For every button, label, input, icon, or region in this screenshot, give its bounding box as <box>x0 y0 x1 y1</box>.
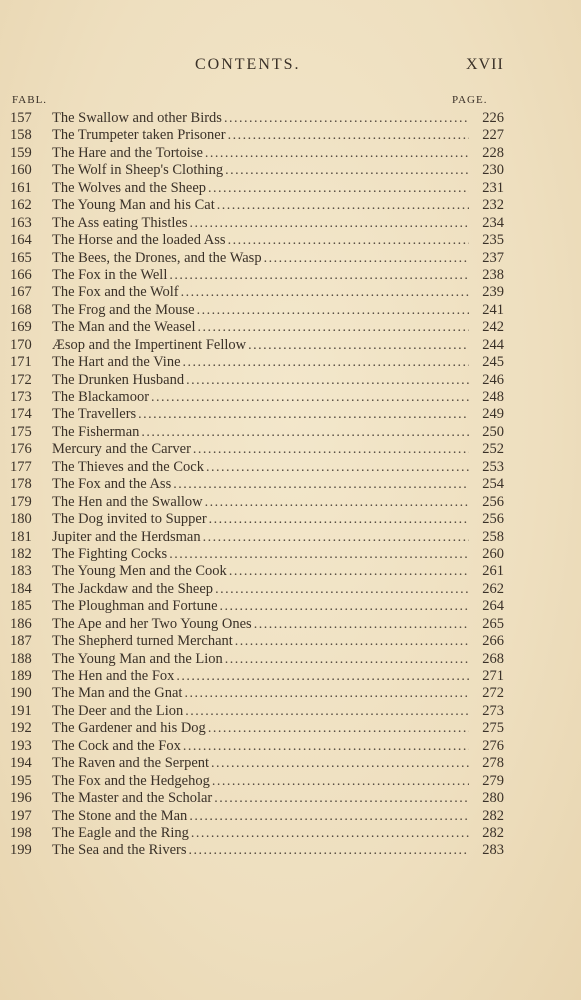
fable-number: 171 <box>10 354 32 371</box>
contents-entry <box>10 372 504 389</box>
fable-number: 182 <box>10 545 32 562</box>
dot-leader <box>203 529 469 546</box>
fable-number: 180 <box>10 511 32 528</box>
fable-title: The Blackamoor <box>52 389 150 405</box>
fable-number: 183 <box>10 563 32 580</box>
page-number: 237 <box>482 249 504 266</box>
fable-number: 181 <box>10 528 32 545</box>
page-number: 276 <box>482 737 504 754</box>
dot-leader <box>193 441 469 458</box>
fable-title: The Hen and the Fox <box>52 668 175 684</box>
contents-entry <box>10 162 504 179</box>
page-number: 261 <box>482 563 504 580</box>
page-number: 234 <box>482 214 504 231</box>
dot-leader <box>228 127 469 144</box>
fable-number: 157 <box>10 110 32 126</box>
dot-leader <box>173 476 469 493</box>
dot-leader <box>189 808 469 825</box>
page-number: 249 <box>482 406 504 423</box>
fable-title: The Jackdaw and the Sheep <box>52 580 214 597</box>
dot-leader <box>264 250 469 267</box>
dot-leader <box>228 232 469 249</box>
page-number: 273 <box>482 702 504 719</box>
dot-leader <box>176 668 469 685</box>
contents-entry <box>10 581 504 598</box>
page-number: 256 <box>482 511 504 528</box>
dot-leader <box>205 494 469 511</box>
contents-entry <box>10 197 504 214</box>
fable-number: 166 <box>10 266 32 283</box>
page-number: 268 <box>482 650 504 667</box>
page-column-heading: PAGE. <box>452 94 488 106</box>
contents-entry <box>10 842 504 859</box>
page-number: 227 <box>482 127 504 144</box>
contents-entry <box>10 354 504 371</box>
page-number: 245 <box>482 354 504 371</box>
fable-number: 194 <box>10 755 32 772</box>
fable-number: 177 <box>10 458 32 475</box>
fable-number: 164 <box>10 232 32 249</box>
fable-number: 160 <box>10 162 32 179</box>
dot-leader <box>151 389 469 406</box>
fable-number: 165 <box>10 249 32 266</box>
page-number: 230 <box>482 162 504 179</box>
dot-leader <box>217 197 469 214</box>
dot-leader <box>209 511 469 528</box>
page-number: 228 <box>482 144 504 161</box>
contents-entry <box>10 406 504 423</box>
contents-entry <box>10 668 504 685</box>
fable-number: 187 <box>10 633 32 650</box>
contents-entry <box>10 180 504 197</box>
running-head <box>0 56 581 80</box>
fable-number: 190 <box>10 685 32 702</box>
dot-leader <box>197 302 469 319</box>
page-number: 253 <box>482 458 504 475</box>
dot-leader <box>208 180 469 197</box>
dot-leader <box>205 145 469 162</box>
contents-entry <box>10 511 504 528</box>
dot-leader <box>183 738 469 755</box>
page-number: 282 <box>482 824 504 841</box>
fable-title: The Ploughman and Fortune <box>52 598 218 615</box>
contents-entry <box>10 127 504 144</box>
fable-title: The Wolves and the Sheep <box>52 179 206 196</box>
contents-entry <box>10 389 504 406</box>
page-number: 254 <box>482 476 504 493</box>
fable-number: 162 <box>10 197 32 214</box>
contents-entry <box>10 808 504 825</box>
page-number: 256 <box>482 493 504 510</box>
fable-number: 173 <box>10 389 32 405</box>
page-number: 280 <box>482 790 504 807</box>
page-number: 238 <box>482 266 504 283</box>
dot-leader <box>220 598 469 615</box>
dot-leader <box>141 424 469 441</box>
page-number: 244 <box>482 336 504 353</box>
dot-leader <box>225 162 469 179</box>
fable-title: The Master and the Scholar <box>52 790 213 807</box>
contents-entry <box>10 546 504 563</box>
fable-number: 169 <box>10 319 32 336</box>
page-number: 279 <box>482 772 504 789</box>
page-number: 239 <box>482 284 504 301</box>
page-number: 275 <box>482 720 504 737</box>
fable-number: 188 <box>10 650 32 667</box>
fable-title: The Sea and the Rivers <box>52 842 187 859</box>
contents-entry <box>10 703 504 720</box>
fable-number: 161 <box>10 179 32 196</box>
fable-number: 192 <box>10 720 32 737</box>
contents-entry <box>10 563 504 580</box>
fable-number: 196 <box>10 790 32 807</box>
fable-number: 191 <box>10 702 32 719</box>
fable-title: The Swallow and other Birds <box>52 110 222 126</box>
column-headings <box>0 94 581 108</box>
dot-leader <box>225 651 469 668</box>
contents-entry <box>10 476 504 493</box>
fable-number: 172 <box>10 371 32 388</box>
contents-entry <box>10 284 504 301</box>
fable-number: 185 <box>10 598 32 615</box>
fable-number: 178 <box>10 476 32 493</box>
contents-entry <box>10 110 504 127</box>
fable-number: 195 <box>10 772 32 789</box>
fable-title: The Thieves and the Cock <box>52 458 204 475</box>
dot-leader <box>215 581 469 598</box>
fable-title: The Young Man and his Cat <box>52 197 215 214</box>
fable-number: 176 <box>10 441 32 458</box>
fable-title: The Man and the Gnat <box>52 685 183 702</box>
fable-title: The Trumpeter taken Prisoner <box>52 127 226 144</box>
dot-leader <box>189 842 470 859</box>
dot-leader <box>248 337 469 354</box>
page-number: 248 <box>482 389 504 405</box>
page-number: 278 <box>482 755 504 772</box>
contents-entry <box>10 459 504 476</box>
page-number: 235 <box>482 232 504 249</box>
dot-leader <box>184 685 469 702</box>
page-number: 265 <box>482 615 504 632</box>
page-number: 231 <box>482 179 504 196</box>
page-number: 260 <box>482 545 504 562</box>
fable-title: Æsop and the Impertinent Fellow <box>52 336 247 353</box>
fable-title: The Drunken Husband <box>52 371 185 388</box>
contents-entry <box>10 145 504 162</box>
dot-leader <box>214 790 469 807</box>
contents-entry <box>10 651 504 668</box>
contents-entry <box>10 494 504 511</box>
contents-entry <box>10 633 504 650</box>
page-number: 246 <box>482 371 504 388</box>
page-folio: XVII <box>466 56 504 73</box>
contents-entry <box>10 215 504 232</box>
page-number: 266 <box>482 633 504 650</box>
fable-number: 174 <box>10 406 32 423</box>
page-number: 272 <box>482 685 504 702</box>
contents-entry <box>10 250 504 267</box>
contents-entry <box>10 720 504 737</box>
fable-number: 167 <box>10 284 32 301</box>
contents-entry <box>10 773 504 790</box>
contents-entry <box>10 755 504 772</box>
page-number: 258 <box>482 528 504 545</box>
fable-number: 193 <box>10 737 32 754</box>
fable-title: Jupiter and the Herdsman <box>52 528 201 545</box>
fable-title: The Fox and the Hedgehog <box>52 772 210 789</box>
dot-leader <box>186 372 469 389</box>
fable-number: 199 <box>10 842 32 859</box>
page-number: 271 <box>482 668 504 684</box>
contents-entry <box>10 616 504 633</box>
dot-leader <box>181 284 469 301</box>
fable-title: The Fox in the Well <box>52 266 168 283</box>
page-number: 283 <box>482 842 504 859</box>
fable-number: 158 <box>10 127 32 144</box>
contents-entry <box>10 825 504 842</box>
fable-title: The Dog invited to Supper <box>52 511 207 528</box>
contents-list <box>10 110 504 860</box>
fable-number: 198 <box>10 824 32 841</box>
page-number: 262 <box>482 580 504 597</box>
dot-leader <box>254 616 469 633</box>
contents-entry <box>10 267 504 284</box>
fable-number: 170 <box>10 336 32 353</box>
contents-entry <box>10 337 504 354</box>
fable-title: The Fox and the Ass <box>52 476 172 493</box>
page-number: 252 <box>482 441 504 458</box>
contents-entry <box>10 790 504 807</box>
fable-title: The Ass eating Thistles <box>52 214 188 231</box>
page-number: 264 <box>482 598 504 615</box>
dot-leader <box>224 110 469 127</box>
page-number: 282 <box>482 807 504 824</box>
dot-leader <box>183 354 469 371</box>
contents-entry <box>10 529 504 546</box>
dot-leader <box>191 825 469 842</box>
fable-title: The Deer and the Lion <box>52 702 184 719</box>
page-number: 226 <box>482 110 504 126</box>
fable-title: The Young Man and the Lion <box>52 650 223 667</box>
fable-title: The Stone and the Man <box>52 807 188 824</box>
fable-title: The Fisherman <box>52 423 140 440</box>
fable-number: 197 <box>10 807 32 824</box>
fable-number: 163 <box>10 214 32 231</box>
fable-number: 159 <box>10 144 32 161</box>
contents-entry <box>10 232 504 249</box>
contents-entry <box>10 441 504 458</box>
contents-entry <box>10 685 504 702</box>
fable-number: 184 <box>10 580 32 597</box>
page-number: 241 <box>482 301 504 318</box>
fable-title: The Raven and the Serpent <box>52 755 210 772</box>
dot-leader <box>185 703 469 720</box>
dot-leader <box>229 563 469 580</box>
fable-title: The Young Men and the Cook <box>52 563 227 580</box>
fable-number: 179 <box>10 493 32 510</box>
dot-leader <box>189 215 469 232</box>
fable-title: The Eagle and the Ring <box>52 824 189 841</box>
dot-leader <box>235 633 469 650</box>
page-title: CONTENTS. <box>195 56 301 73</box>
contents-entry <box>10 738 504 755</box>
contents-entry <box>10 319 504 336</box>
fable-title: The Hare and the Tortoise <box>52 144 203 161</box>
fable-title: The Man and the Weasel <box>52 319 196 336</box>
page-number: 232 <box>482 197 504 214</box>
fable-number: 168 <box>10 301 32 318</box>
fable-title: The Fox and the Wolf <box>52 284 179 301</box>
dot-leader <box>169 546 469 563</box>
fable-title: The Wolf in Sheep's Clothing <box>52 162 224 179</box>
fable-number: 189 <box>10 668 32 684</box>
fable-number: 186 <box>10 615 32 632</box>
dot-leader <box>198 319 469 336</box>
fable-title: Mercury and the Carver <box>52 441 191 458</box>
fable-number: 175 <box>10 423 32 440</box>
dot-leader <box>212 773 469 790</box>
dot-leader <box>138 406 469 423</box>
fable-title: The Shepherd turned Merchant <box>52 633 233 650</box>
fable-title: The Fighting Cocks <box>52 545 168 562</box>
fable-title: The Travellers <box>52 406 137 423</box>
contents-entry <box>10 302 504 319</box>
page-number: 250 <box>482 423 504 440</box>
fable-title: The Hart and the Vine <box>52 354 181 371</box>
contents-entry <box>10 424 504 441</box>
dot-leader <box>208 720 469 737</box>
fable-title: The Gardener and his Dog <box>52 720 206 737</box>
page-number: 242 <box>482 319 504 336</box>
dot-leader <box>211 755 469 772</box>
fable-title: The Bees, the Drones, and the Wasp <box>52 249 262 266</box>
dot-leader <box>206 459 469 476</box>
fable-title: The Horse and the loaded Ass <box>52 232 226 249</box>
fable-title: The Ape and her Two Young Ones <box>52 615 252 632</box>
fable-column-heading: FABL. <box>12 94 48 106</box>
contents-entry <box>10 598 504 615</box>
dot-leader <box>169 267 469 284</box>
fable-title: The Cock and the Fox <box>52 737 181 754</box>
fable-title: The Frog and the Mouse <box>52 301 195 318</box>
fable-title: The Hen and the Swallow <box>52 493 203 510</box>
